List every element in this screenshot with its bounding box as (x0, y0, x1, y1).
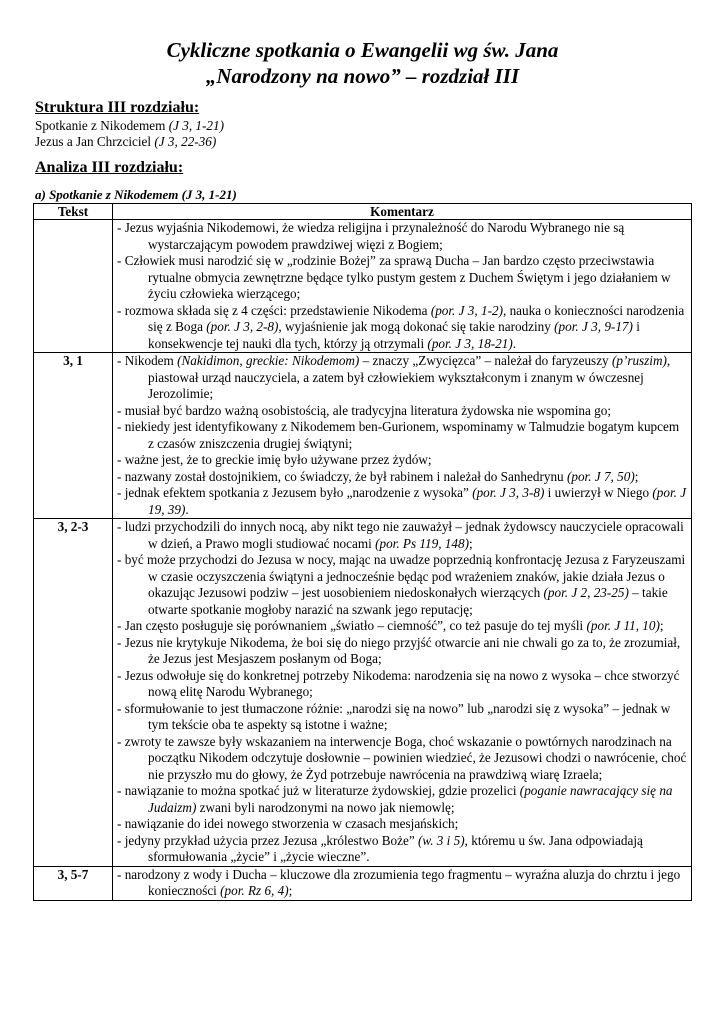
commentary-text: - zwroty te zawsze były wskazaniem na interwencje Boga, choć wskazanie o powtórnych narodzinach na początku Nikodem odczytuje dosłownie – powinien wiedzieć, że Jezusowi chodzi o nawrócenie, choć nie przyszło mu do głowy, że Żyd potrzebuje nawrócenia na prawdziwą wiarę Izraela; (117, 733, 687, 782)
commentary-item (117, 353, 687, 403)
commentary-text: - sformułowanie to jest tłumaczone różnie: „narodzi się na nowo” lub „narodzi się z wysoka” – jednak w tym tekście oba te aspekty są istotne i ważne; (117, 700, 671, 732)
bible-reference: (por. Rz 6, 4) (220, 883, 289, 898)
commentary-text: - nazwany został dostojnikiem, co świadczy, że był rabinem i należał do Sanhedrynu (117, 468, 567, 484)
commentary-item (117, 867, 687, 900)
commentary-text: - Nikodem (117, 353, 178, 368)
commentary-item (117, 485, 687, 518)
bible-reference: (por. Ps 119, 148) (375, 535, 469, 551)
commentary-text: - być może przychodzi do Jezusa w nocy, mając na uwadze poprzednią konfrontację Jezusa z Faryzeuszami w czasie oczyszczenia świątyni a jednocześnie będąc pod wrażeniem znaków, jakie działa Jezus o okazując Jezusowi podziw – jest uosobieniem niedoskonałych wierzących (117, 552, 686, 600)
column-header-text: Tekst (34, 204, 113, 220)
commentary-text: , któremu u św. Jana odpowiadają sformułowania „życie” i „życie wieczne”. (148, 832, 643, 864)
commentary-text: - Jezus nie krytykuje Nikodema, że boi się do niego przyjść otwarcie ani nie chwali go za to, że zrozumiał, że Jezus jest Mesjaszem posłanym od Boga; (117, 634, 681, 666)
commentary-text: – takie otwarte spotkanie mogłoby narazić na szwank jego reputację; (148, 585, 668, 617)
commentary-text: - nawiązanie do idei nowego stworzenia w czasach mesjańskich; (117, 816, 459, 831)
table-body (34, 220, 692, 901)
commentary-item (117, 552, 687, 618)
commentary-text: . (185, 501, 189, 517)
commentary-text: - Jan często posługuje się porównaniem „światło – ciemność”, co też pasuje do tej myśli (117, 618, 587, 633)
verse-reference (34, 220, 113, 353)
verse-reference: 3, 1 (34, 353, 113, 519)
commentary-text: - jednak efektem spotkania z Jezusem było „narodzenie z wysoka” (117, 485, 473, 500)
table-row (34, 353, 692, 519)
commentary-text: – znaczy „Zwycięzca” – należał do faryzeuszy (359, 353, 612, 368)
commentary-item (117, 618, 687, 635)
bible-reference: (por. J 19, 39) (148, 485, 687, 517)
bible-reference: (por. J 3, 2-8) (206, 319, 279, 334)
commentary-item (117, 253, 687, 303)
commentary-text: - jedyny przykład użycia przez Jezusa „królestwo Boże” (117, 832, 418, 848)
structure-item: Jezus a Jan Chrzciciel (J 3, 22-36) (35, 134, 217, 149)
commentary-item (117, 783, 687, 816)
commentary-item (117, 452, 687, 469)
commentary-table (33, 203, 692, 901)
commentary-item (117, 303, 687, 353)
commentary-text: - ważne jest, że to greckie imię było używane przez żydów; (117, 452, 432, 467)
commentary-item (117, 635, 687, 668)
commentary-cell (113, 519, 692, 867)
commentary-text: i konsekwencje tej nauki dla tych, którzy ją otrzymali (148, 319, 640, 351)
bible-reference: (por. J 2, 23-25) (543, 585, 629, 600)
commentary-text: ; (468, 535, 473, 551)
bible-reference: (Nakidimon, greckie: Nikodemom) (177, 353, 360, 368)
commentary-text: - musiał być bardzo ważną osobistością, ale tradycyjna literatura żydowska nie wspomina go; (117, 402, 612, 418)
bible-reference: (por. J 3, 18-21) (427, 335, 513, 351)
commentary-text: , nauka o konieczności narodzenia się z Boga (148, 302, 685, 334)
commentary-text: - niekiedy jest identyfikowany z Nikodemem ben-Gurionem, wspominamy w Talmudzie bogatym kupcem z czasów zniszczenia drugiej świątyni; (117, 419, 680, 451)
bible-reference: (por. J 3, 3-8) (472, 485, 545, 500)
commentary-text: - ludzi przychodzili do innych nocą, aby nikt tego nie zauważył – jednak żydowscy nauczyciele opracowali w dzień, a Prawo mogli studiować nocami (117, 519, 684, 551)
commentary-text: ; (634, 468, 639, 484)
bible-reference: (por. J 7, 50) (566, 468, 635, 484)
table-row (34, 220, 692, 353)
verse-reference: 3, 2-3 (34, 519, 113, 867)
analysis-heading: Analiza III rozdziału: (35, 159, 184, 176)
document-title-line-1: Cykliczne spotkania o Ewangelii wg św. Jana (166, 38, 559, 62)
commentary-item (117, 469, 687, 486)
commentary-text: - Człowiek musi narodzić się w „rodzinie Bożej” za sprawą Ducha – Jan bardzo często przeciwstawia rytualne obmycia zewnętrzne będące tylko pustym gestem z Duchem Świętym i jego działaniem w życiu człowieka wierzącego; (117, 253, 671, 301)
commentary-text: i uwierzył w Niego (544, 485, 653, 500)
commentary-text: , wyjaśnienie jak mogą dokonać się takie narodziny (278, 319, 555, 334)
table-row (34, 519, 692, 867)
commentary-item (117, 403, 687, 420)
bible-reference: (por. J 3, 1-2) (430, 302, 503, 318)
commentary-item (117, 816, 687, 833)
commentary-text: - rozmowa składa się z 4 części: przedstawienie Nikodema (117, 302, 431, 318)
bible-reference: (w. 3 i 5) (417, 832, 465, 848)
commentary-text: ; (288, 883, 293, 898)
commentary-item (117, 419, 687, 452)
commentary-text: - nawiązanie to można spotkać już w literaturze żydowskiej, gdzie prozelici (117, 783, 520, 798)
structure-item: Spotkanie z Nikodemem (J 3, 1-21) (35, 118, 224, 133)
commentary-text: zwani byli narodzonymi na nowo jak niemowlę; (196, 799, 455, 815)
commentary-text: - Jezus odwołuje się do konkretnej potrzeby Nikodema: narodzenia się na nowo z wysoka – chce stworzyć nową elitę Narodu Wybranego; (117, 667, 680, 699)
document-title-line-2: „Narodzony na nowo” – rozdział III (205, 64, 520, 88)
table-row (34, 866, 692, 900)
commentary-item (117, 833, 687, 866)
bible-reference: (poganie nawracający się na Judaizm) (148, 783, 673, 815)
bible-reference: (p’ruszim) (611, 353, 667, 368)
commentary-text: , piastował urząd nauczyciela, a zatem był człowiekiem wykształconym i znanym w ówczesnej Jerozolimie; (148, 353, 671, 401)
commentary-text: - Jezus wyjaśnia Nikodemowi, że wiedza religijna i przynależność do Narodu Wybranego nie są wystarczającym powodem prawdziwej więzi z Bogiem; (117, 220, 625, 252)
commentary-item (117, 519, 687, 552)
commentary-text: . (512, 335, 517, 351)
commentary-item (117, 220, 687, 253)
commentary-cell (113, 353, 692, 519)
bible-reference: (por. J 11, 10) (586, 618, 660, 633)
bible-reference: (por. J 3, 9-17) (554, 319, 633, 334)
commentary-item (117, 668, 687, 701)
verse-reference: 3, 5-7 (34, 866, 113, 900)
commentary-text: - narodzony z wody i Ducha – kluczowe dla zrozumienia tego fragmentu – wyraźna aluzja do chrztu i jego konieczności (117, 866, 681, 898)
commentary-item (117, 701, 687, 734)
structure-heading: Struktura III rozdziału: (35, 99, 200, 116)
commentary-cell (113, 866, 692, 900)
commentary-item (117, 734, 687, 784)
column-header-comment: Komentarz (113, 204, 692, 220)
commentary-cell (113, 220, 692, 353)
commentary-text: ; (659, 618, 664, 633)
section-subheading: a) Spotkanie z Nikodemem (J 3, 1-21) (35, 187, 237, 202)
